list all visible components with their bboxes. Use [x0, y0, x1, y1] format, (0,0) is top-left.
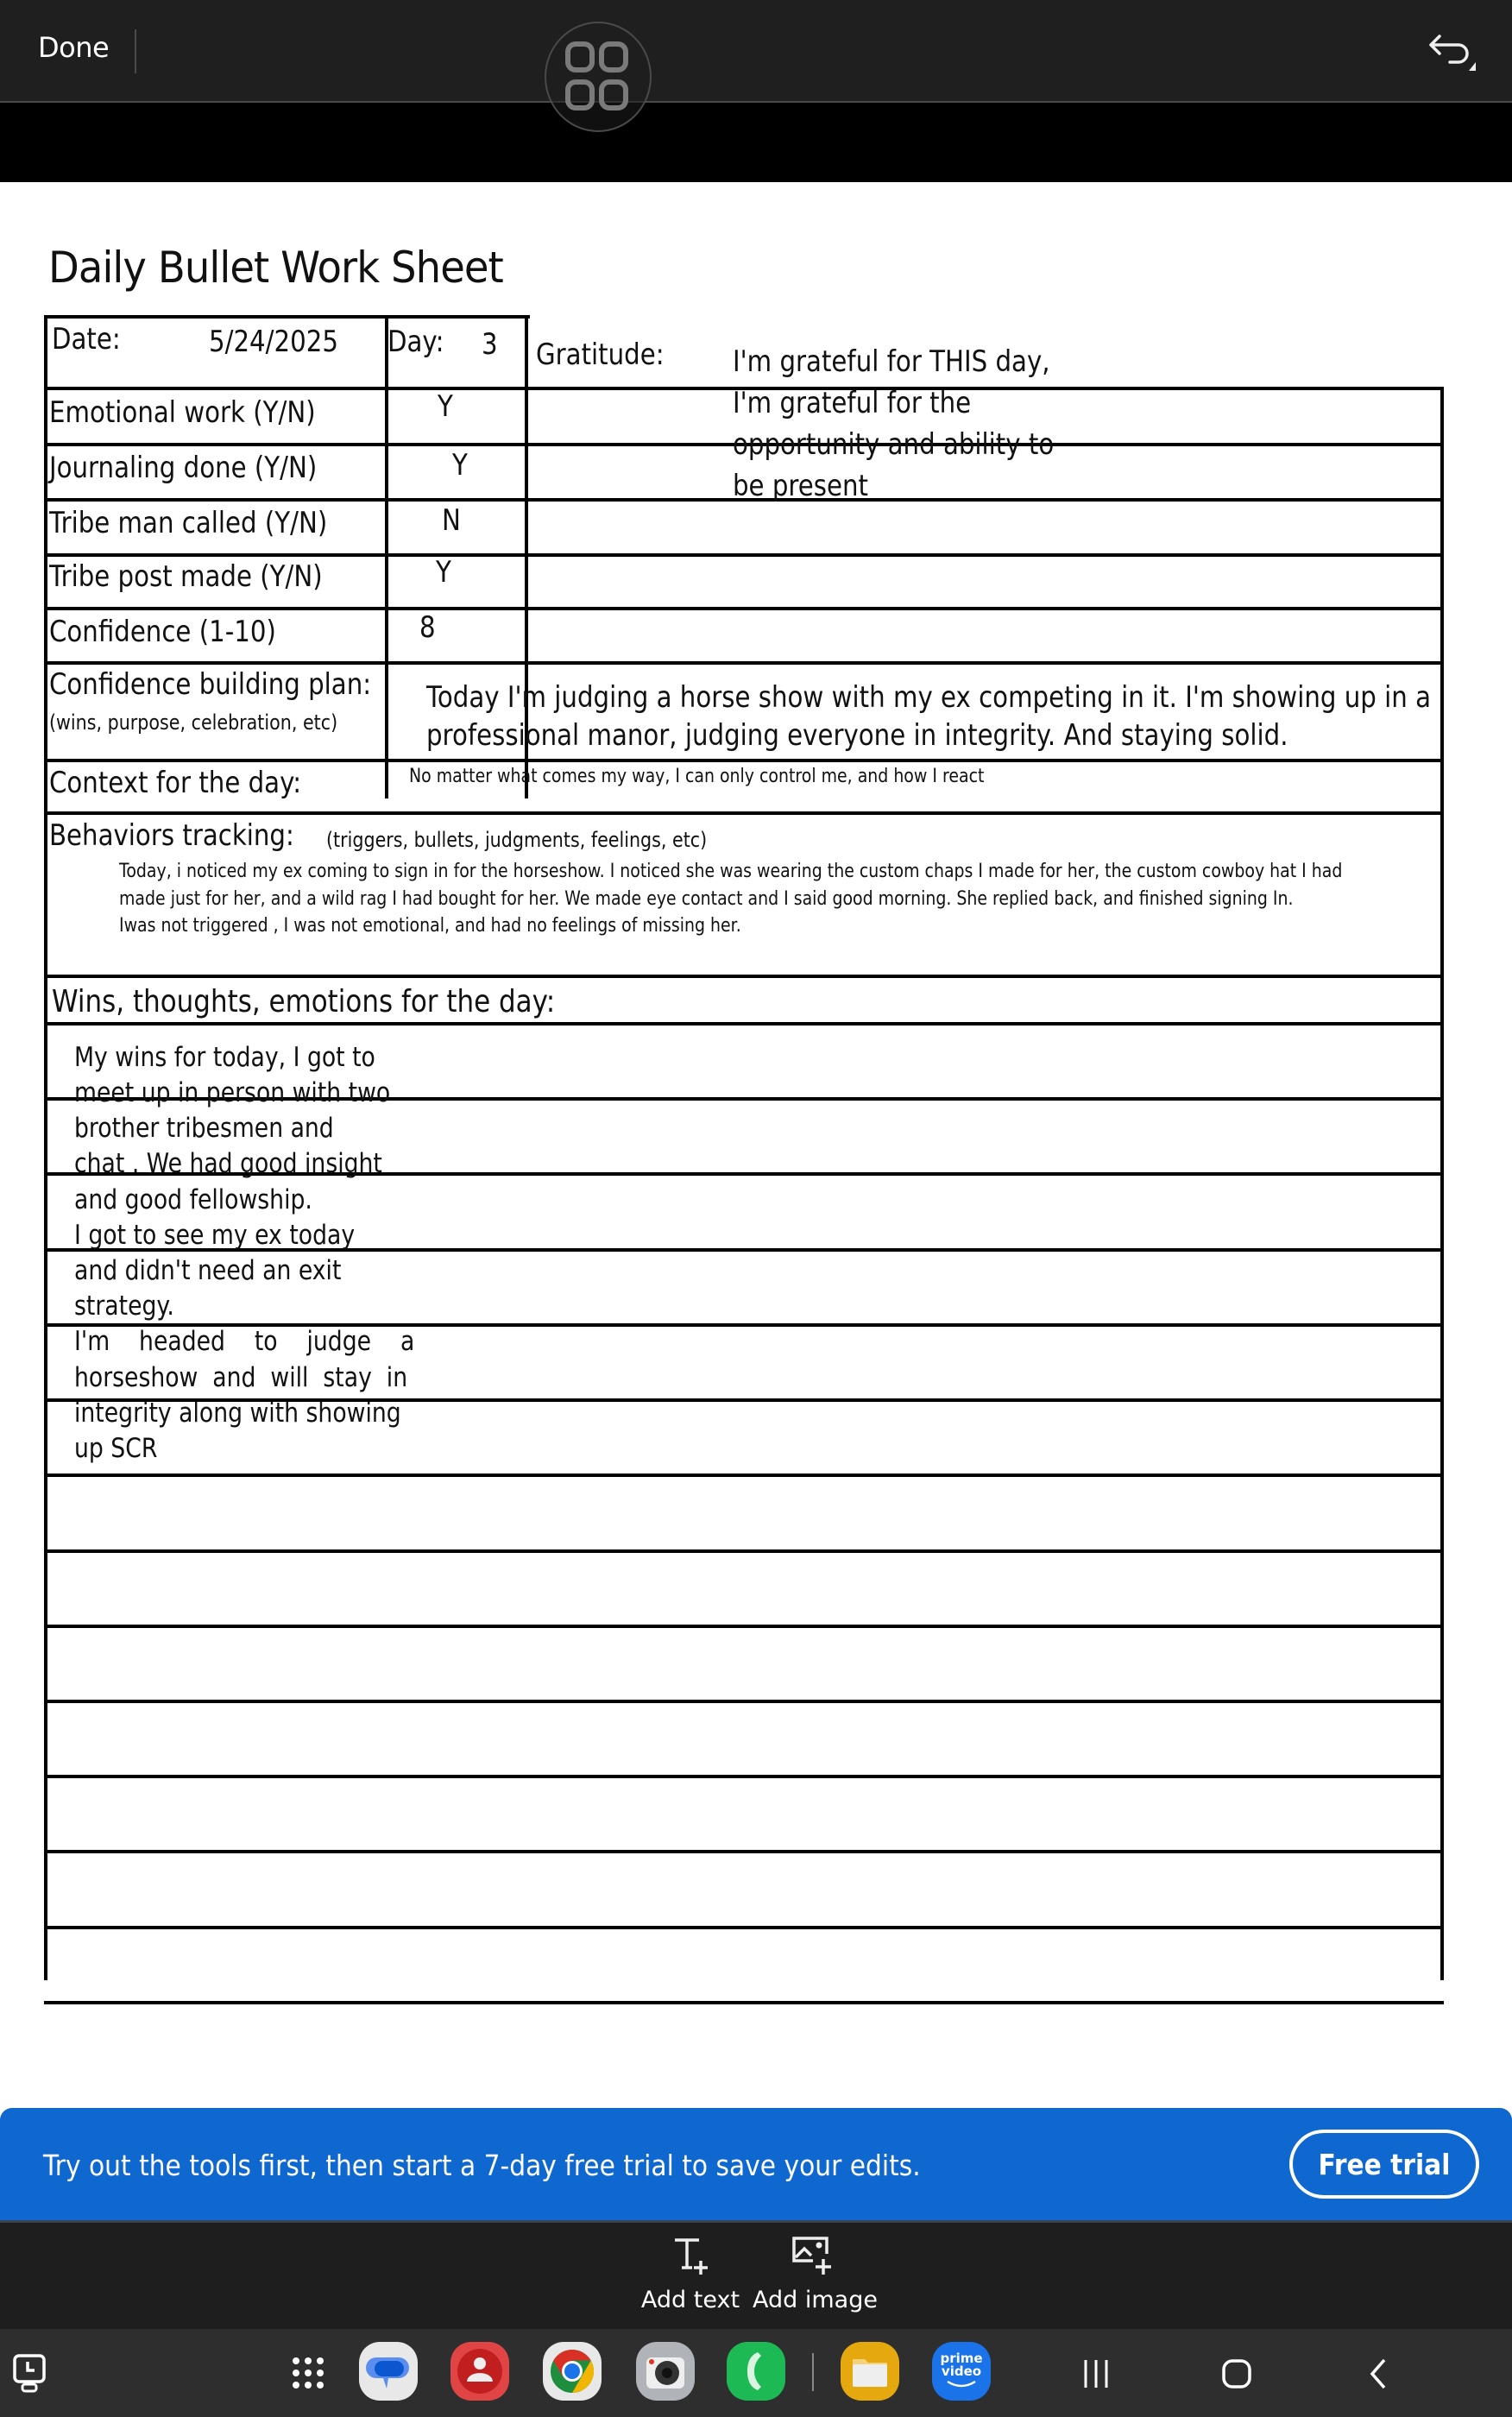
day-value[interactable]: 3	[482, 327, 498, 362]
prime-text: prime	[940, 2350, 983, 2366]
chrome-app[interactable]	[543, 2342, 602, 2401]
page-thumbnails-button[interactable]	[545, 22, 652, 132]
messages-icon	[366, 2349, 411, 2394]
text-line: professional manor, judging everyone in integrity. And staying solid.	[426, 718, 1288, 753]
text-line: up SCR	[74, 1433, 158, 1464]
text-line: I got to see my ex today	[74, 1220, 356, 1251]
banner-message: Try out the tools first, then start a 7-day free trial to save your edits.	[43, 2149, 921, 2182]
text-line: brother tribesmen and	[74, 1113, 334, 1144]
table-line	[44, 975, 1444, 978]
checklist-label: Emotional work (Y/N)	[49, 395, 316, 430]
text-line: meet up in person with two	[74, 1077, 391, 1108]
checklist-value[interactable]: N	[442, 503, 461, 538]
behaviors-label: Behaviors tracking:	[49, 818, 294, 853]
undo-icon	[1424, 33, 1479, 76]
text-line: Today, i noticed my ex coming to sign in for the horseshow. I noticed she was wearing the custom chaps I made for her, the custom cowboy hat I had	[119, 861, 1343, 882]
table-line	[44, 553, 1444, 557]
text-line: My wins for today, I got to	[74, 1042, 375, 1073]
recents-icon[interactable]	[1080, 2358, 1112, 2389]
table-line	[44, 811, 1444, 815]
table-line	[44, 315, 530, 319]
toolbar-divider	[135, 29, 136, 73]
add-text-icon	[671, 2235, 713, 2276]
table-line	[44, 1625, 1444, 1628]
day-label: Day:	[387, 325, 444, 359]
grid-four-rounded-icon	[545, 22, 652, 132]
gratitude-line: be present	[733, 469, 869, 503]
system-nav-bar	[0, 2329, 1512, 2417]
screen-clock-icon[interactable]	[12, 2353, 47, 2393]
text-line: and didn't need an exit	[74, 1255, 342, 1286]
date-value[interactable]: 5/24/2025	[209, 325, 338, 359]
checklist-value[interactable]: Y	[436, 555, 451, 590]
table-line	[44, 2001, 1444, 2004]
checklist-value[interactable]: 8	[419, 610, 436, 645]
checklist-label: Journaling done (Y/N)	[49, 451, 318, 485]
context-value[interactable]: No matter what comes my way, I can only control me, and how I react	[409, 766, 985, 787]
camera-icon	[641, 2347, 690, 2395]
checklist-label: Tribe man called (Y/N)	[49, 506, 328, 540]
video-text: video	[941, 2363, 982, 2379]
text-line: horseshow and will stay in	[74, 1362, 408, 1393]
text-line: integrity along with showing	[74, 1398, 401, 1429]
free-trial-button[interactable]	[1289, 2130, 1479, 2199]
back-icon[interactable]	[1365, 2358, 1391, 2389]
done-button[interactable]: Done	[38, 31, 110, 64]
confidence-plan-label: Confidence building plan:	[49, 667, 372, 702]
text-line: I'm headed to judge a	[74, 1326, 415, 1357]
prime-video-app[interactable]	[932, 2342, 991, 2401]
table-line	[44, 1700, 1444, 1703]
behaviors-sublabel: (triggers, bullets, judgments, feelings, etc)	[326, 828, 708, 852]
free-trial-label: Free trial	[1318, 2147, 1451, 2181]
checklist-label: Tribe post made (Y/N)	[49, 559, 323, 594]
app-drawer-grid-dots-icon[interactable]	[292, 2357, 324, 2389]
undo-button[interactable]	[1424, 33, 1479, 76]
dock-divider	[812, 2353, 814, 2391]
gratitude-line: I'm grateful for the	[733, 386, 972, 420]
messages-app[interactable]	[359, 2342, 418, 2401]
home-icon[interactable]	[1221, 2358, 1252, 2389]
contacts-icon	[454, 2345, 506, 2397]
text-line: made just for her, and a wild rag I had bought for her. We made eye contact and I said good morning. She replied back, and finished signing In.	[119, 888, 1294, 910]
add-image-icon	[791, 2235, 832, 2276]
gratitude-line: opportunity and ability to	[733, 427, 1055, 462]
contacts-app[interactable]	[450, 2342, 509, 2401]
confidence-plan-sublabel: (wins, purpose, celebration, etc)	[49, 710, 338, 735]
text-line: and good fellowship.	[74, 1184, 312, 1215]
gratitude-line: I'm grateful for THIS day,	[733, 344, 1050, 379]
document-top-margin	[0, 103, 1512, 182]
text-line: chat . We had good insight	[74, 1148, 382, 1179]
table-line	[44, 607, 1444, 610]
table-line	[44, 1926, 1444, 1929]
table-line	[44, 1474, 1444, 1477]
checklist-value[interactable]: Y	[438, 389, 453, 424]
date-label: Date:	[52, 322, 121, 357]
table-line	[44, 1022, 1444, 1025]
table-line	[44, 1549, 1444, 1553]
table-line	[44, 1850, 1444, 1853]
phone-icon	[739, 2347, 773, 2395]
text-line: strategy.	[74, 1291, 174, 1322]
gratitude-label: Gratitude:	[536, 338, 665, 372]
add-image-label: Add image	[753, 2287, 878, 2313]
table-line	[44, 1022, 47, 1980]
pdf-page[interactable]	[0, 182, 1512, 2107]
add-text-label: Add text	[640, 2287, 740, 2313]
free-trial-banner	[0, 2108, 1512, 2220]
text-line: Today I'm judging a horse show with my ex competing in it. I'm showing up in a	[426, 680, 1431, 715]
table-line	[1440, 1022, 1444, 1980]
chrome-icon	[548, 2347, 596, 2395]
phone-app[interactable]	[727, 2342, 785, 2401]
top-app-bar	[0, 0, 1512, 103]
text-line: Iwas not triggered , I was not emotional, and had no feelings of missing her.	[119, 915, 741, 937]
edit-toolbar	[0, 2220, 1512, 2329]
folder-icon	[847, 2349, 892, 2394]
context-label: Context for the day:	[49, 766, 302, 800]
my-files-app[interactable]	[841, 2342, 899, 2401]
prime-video-icon	[940, 2352, 982, 2391]
camera-app[interactable]	[636, 2342, 695, 2401]
checklist-label: Confidence (1-10)	[49, 615, 276, 649]
table-line	[44, 1775, 1444, 1778]
table-line	[44, 759, 1444, 762]
table-line	[44, 661, 1444, 665]
checklist-value[interactable]: Y	[452, 448, 468, 483]
page-title: Daily Bullet Work Sheet	[48, 243, 503, 293]
wins-label: Wins, thoughts, emotions for the day:	[52, 984, 556, 1019]
